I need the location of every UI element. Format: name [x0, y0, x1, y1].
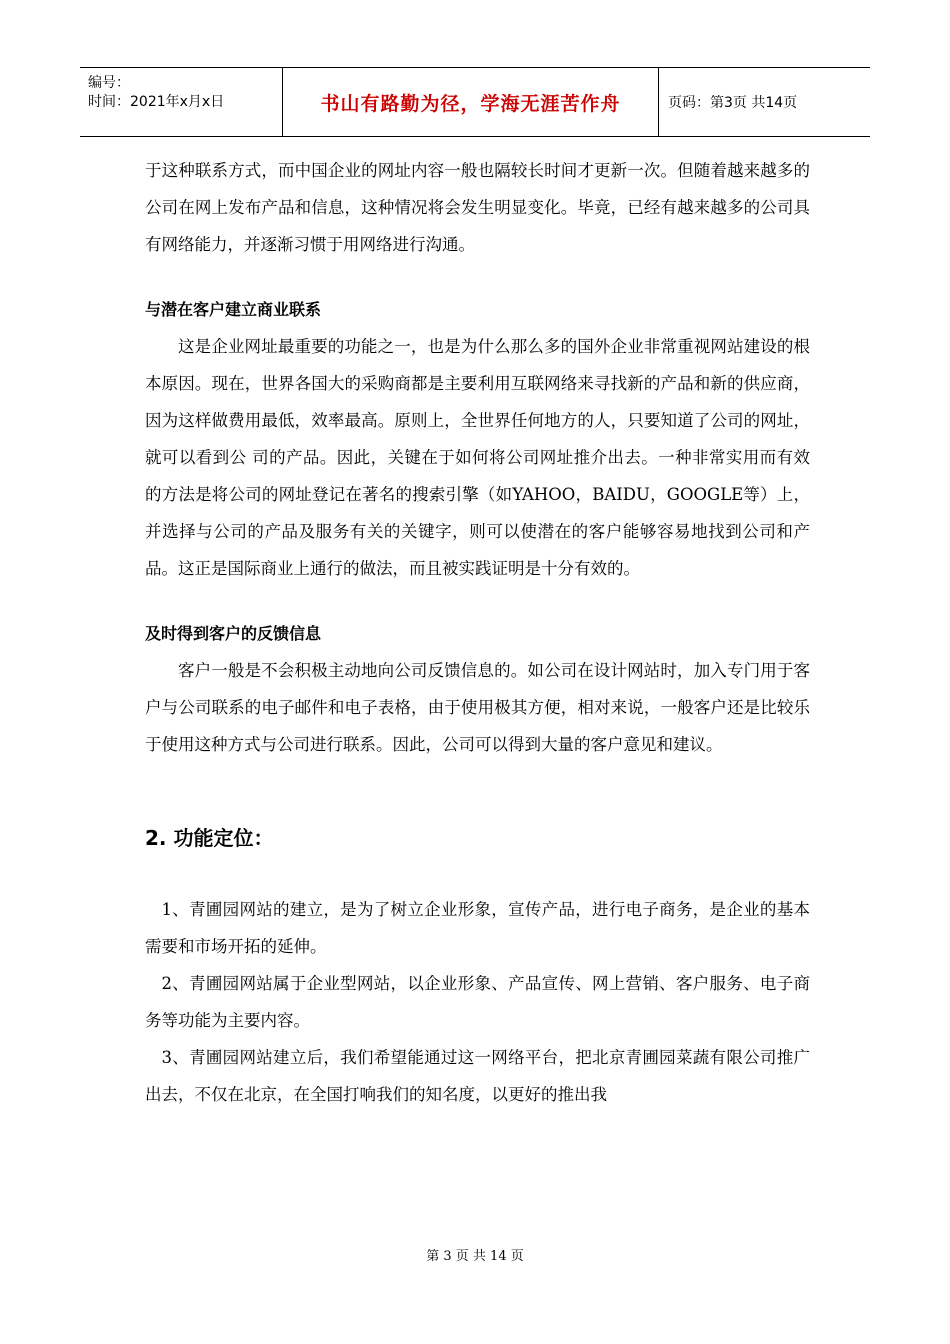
page-footer: 第 3 页 共 14 页 — [426, 1249, 524, 1264]
page-header — [80, 67, 870, 137]
contact-subheading: 与潜在客户建立商业联系 — [145, 300, 322, 319]
feedback-paragraph: 客户一般是不会积极主动地向公司反馈信息的。如公司在设计网站时，加入专门用于客户与公司联系的电子邮件和电子表格，由于使用极其方便，相对来说，一般客户还是比较乐于使用这种方式与公司进行联系。因此，公司可以得到大量的客户意见和建议。 — [145, 661, 810, 754]
header-meta — [80, 68, 282, 136]
contact-paragraph: 这是企业网址最重要的功能之一，也是为什么那么多的国外企业非常重视网站建设的根本原因。现在，世界各国大的采购商都是主要利用互联网络来寻找新的产品和新的供应商，因为这样做费用最低，效率最高。原则上，全世界任何地方的人，只要知道了公司的网址，就可以看到公 司的产品。因此，关键在于如何将公司网址推介出去。一种非常实用而有效的方法是将公司的网址登记在著名的搜索引擎（如YAHOO，BAIDU，GOOGLE等）上，并选择与公司的产品及服务有关的关键字，则可以使潜在的客户能够容易地找到公司和产品。这正是国际商业上通行的做法，而且被实践证明是十分有效的。 — [145, 337, 810, 578]
spacer — [145, 587, 810, 615]
document-date: 时间：2021年x月x日 — [88, 94, 225, 110]
spacer — [145, 763, 810, 823]
list-item: 3、青圃园网站建立后，我们希望能通过这一网络平台，把北京青圃园菜蔬有限公司推广出去，不仅在北京，在全国打响我们的知名度，以更好的推出我 — [145, 1048, 810, 1104]
list-item: 2、青圃园网站属于企业型网站，以企业形象、产品宣传、网上营销、客户服务、电子商务等功能为主要内容。 — [145, 974, 810, 1030]
spacer — [145, 853, 810, 891]
document-number-label: 编号： — [88, 75, 130, 91]
section-heading: 2. 功能定位： — [145, 826, 274, 850]
intro-paragraph: 于这种联系方式，而中国企业的网址内容一般也隔较长时间才更新一次。但随着越来越多的公司在网上发布产品和信息，这种情况将会发生明显变化。毕竟，已经有越来越多的公司具有网络能力，并逐渐习惯于用网络进行沟通。 — [145, 161, 810, 254]
header-motto: 书山有路勤为径，学海无涯苦作舟 — [282, 68, 659, 136]
document-body — [145, 152, 810, 1113]
list-item: 1、青圃园网站的建立，是为了树立企业形象，宣传产品，进行电子商务，是企业的基本需要和市场开拓的延伸。 — [145, 900, 810, 956]
header-page-info: 页码：第3页 共14页 — [668, 95, 798, 111]
feedback-subheading: 及时得到客户的反馈信息 — [145, 624, 322, 643]
spacer — [145, 263, 810, 291]
